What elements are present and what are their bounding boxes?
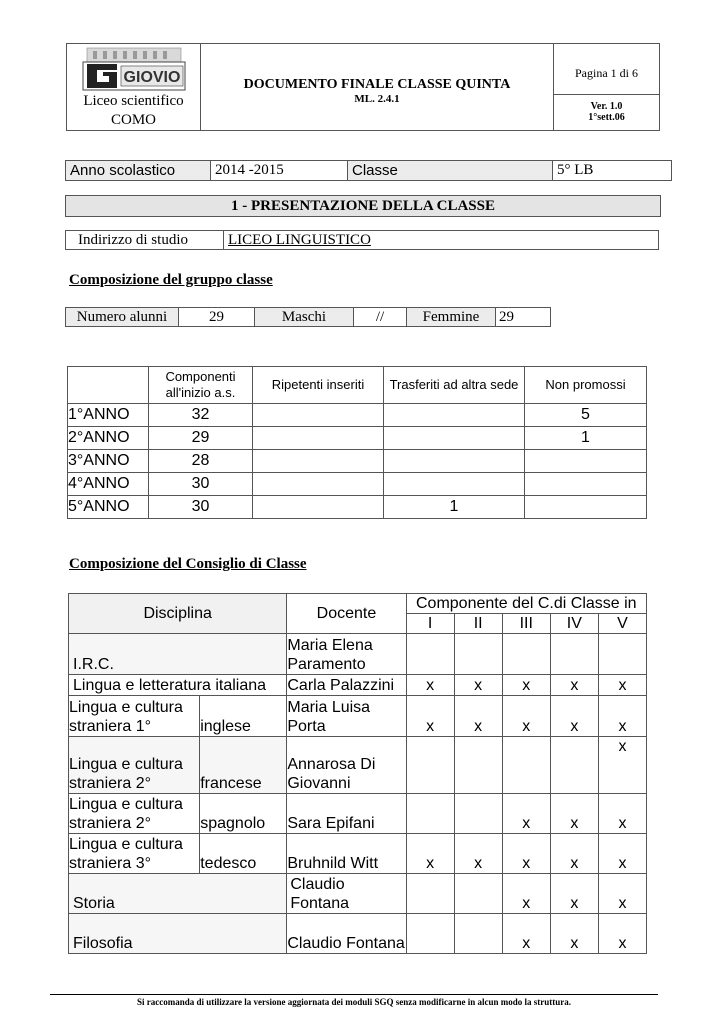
mark-cell	[550, 737, 598, 794]
consiglio-header-row	[69, 594, 647, 614]
disciplina-cell: Storia	[69, 874, 287, 914]
componente-header: Componente del C.di Classe in	[406, 594, 646, 614]
mark-cell: x	[502, 794, 550, 834]
mark-cell: x	[550, 675, 598, 696]
anni-header-row	[68, 367, 647, 404]
document-title: DOCUMENTO FINALE CLASSE QUINTA	[243, 77, 511, 92]
lingua-cell: francese	[200, 737, 287, 794]
alunni-label: Numero alunni	[66, 308, 179, 327]
nonpromossi-cell: 1	[525, 427, 647, 450]
componenti-cell: 32	[149, 404, 253, 427]
componenti-cell: 28	[149, 450, 253, 473]
version-cell	[554, 44, 660, 131]
docente-cell: Maria Elena Paramento	[287, 634, 406, 675]
nonpromossi-cell: 5	[525, 404, 647, 427]
anni-header: Ripetenti inseriti	[253, 367, 384, 404]
mark-cell: x	[406, 834, 454, 874]
anno-cell: 3°ANNO	[68, 450, 149, 473]
anno-value: 2014 -2015	[211, 161, 348, 181]
table-row	[69, 696, 647, 737]
componenti-cell: 30	[149, 473, 253, 496]
lingua-cell: spagnolo	[200, 794, 287, 834]
docente-cell: Sara Epifani	[287, 794, 406, 834]
disciplina-cell: Lingua e cultura straniera 3°	[69, 834, 200, 874]
mark-cell	[454, 634, 502, 675]
school-name: Liceo scientifico	[83, 93, 184, 109]
school-logo-icon	[79, 46, 189, 92]
year-header: III	[502, 614, 550, 634]
docente-cell: Bruhnild Witt	[287, 834, 406, 874]
anni-table	[67, 366, 647, 519]
trasferiti-cell	[384, 473, 525, 496]
anni-header	[68, 367, 149, 404]
table-row	[69, 914, 647, 954]
anno-cell: 1°ANNO	[68, 404, 149, 427]
anno-cell: 5°ANNO	[68, 496, 149, 519]
anno-label: Anno scolastico	[66, 161, 211, 181]
trasferiti-cell	[384, 450, 525, 473]
mark-cell: x	[598, 696, 646, 737]
classe-label: Classe	[348, 161, 553, 181]
mark-cell: x	[406, 675, 454, 696]
mark-cell: x	[406, 696, 454, 737]
mark-cell	[502, 634, 550, 675]
mark-cell: x	[550, 874, 598, 914]
mark-cell	[502, 737, 550, 794]
docente-cell: Claudio Fontana	[287, 874, 406, 914]
table-row	[68, 450, 647, 473]
mark-cell	[406, 794, 454, 834]
nonpromossi-cell	[525, 496, 647, 519]
docente-cell: Annarosa Di Giovanni	[287, 737, 406, 794]
mark-cell	[454, 914, 502, 954]
logo-cell	[67, 44, 201, 131]
table-row	[68, 496, 647, 519]
year-header: V	[598, 614, 646, 634]
svg-text:GIOVIO: GIOVIO	[123, 69, 180, 86]
mark-cell	[454, 737, 502, 794]
mark-cell: x	[502, 696, 550, 737]
anno-row	[65, 160, 672, 181]
anni-header: Componenti all'inizio a.s.	[149, 367, 253, 404]
anno-cell: 4°ANNO	[68, 473, 149, 496]
lingua-cell: tedesco	[200, 834, 287, 874]
indirizzo-row	[65, 230, 659, 250]
footer-divider	[50, 994, 658, 995]
mark-cell: x	[502, 834, 550, 874]
consiglio-table	[68, 593, 647, 954]
ripetenti-cell	[253, 496, 384, 519]
mark-cell	[406, 737, 454, 794]
anno-cell: 2°ANNO	[68, 427, 149, 450]
trasferiti-cell: 1	[384, 496, 525, 519]
mark-cell: x	[454, 675, 502, 696]
gruppo-title: Composizione del gruppo classe	[69, 272, 273, 288]
year-header: IV	[550, 614, 598, 634]
mark-cell	[454, 874, 502, 914]
school-city: COMO	[110, 112, 156, 128]
table-row	[69, 634, 647, 675]
componenti-cell: 29	[149, 427, 253, 450]
maschi-value: //	[354, 308, 407, 327]
ripetenti-cell	[253, 473, 384, 496]
mark-cell	[550, 634, 598, 675]
title-cell	[201, 44, 554, 131]
table-row	[69, 737, 647, 794]
disciplina-cell: Lingua e cultura straniera 1°	[69, 696, 200, 737]
disciplina-header: Disciplina	[69, 594, 287, 634]
mark-cell: x	[502, 914, 550, 954]
version-label: Ver. 1.0	[590, 100, 623, 112]
table-row	[69, 834, 647, 874]
docente-cell: Carla Palazzini	[287, 675, 406, 696]
femmine-label: Femmine	[407, 308, 496, 327]
docente-cell: Claudio Fontana	[287, 914, 406, 954]
numero-row	[65, 307, 551, 327]
mark-cell	[454, 794, 502, 834]
ripetenti-cell	[253, 404, 384, 427]
disciplina-cell: Lingua e letteratura italiana	[69, 675, 287, 696]
mark-cell: x	[598, 834, 646, 874]
document-header	[66, 43, 660, 131]
disciplina-cell: I.R.C.	[69, 634, 287, 675]
disciplina-cell: Lingua e cultura straniera 2°	[69, 737, 200, 794]
table-row	[68, 404, 647, 427]
consiglio-title: Composizione del Consiglio di Classe	[69, 556, 307, 572]
mark-cell: x	[598, 737, 646, 794]
docente-header: Docente	[287, 594, 406, 634]
anni-header: Non promossi	[525, 367, 647, 404]
docente-cell: Maria Luisa Porta	[287, 696, 406, 737]
ripetenti-cell	[253, 450, 384, 473]
indirizzo-value: LICEO LINGUISTICO	[224, 231, 659, 250]
mark-cell: x	[598, 675, 646, 696]
nonpromossi-cell	[525, 473, 647, 496]
section-title: 1 - PRESENTAZIONE DELLA CLASSE	[65, 195, 661, 217]
trasferiti-cell	[384, 427, 525, 450]
footer-note: Si raccomanda di utilizzare la versione aggiornata dei moduli SGQ senza modificarne in alcun modo la struttura.	[136, 997, 572, 1007]
maschi-label: Maschi	[255, 308, 354, 327]
mark-cell: x	[550, 696, 598, 737]
femmine-value: 29	[496, 308, 551, 327]
anni-header: Trasferiti ad altra sede	[384, 367, 525, 404]
mark-cell: x	[550, 914, 598, 954]
mark-cell: x	[550, 794, 598, 834]
mark-cell	[406, 634, 454, 675]
mark-cell: x	[454, 696, 502, 737]
lingua-cell: inglese	[200, 696, 287, 737]
mark-cell: x	[598, 794, 646, 834]
mark-cell: x	[454, 834, 502, 874]
alunni-value: 29	[179, 308, 255, 327]
mark-cell	[406, 874, 454, 914]
table-row	[68, 427, 647, 450]
indirizzo-label: Indirizzo di studio	[66, 231, 224, 250]
componenti-cell: 30	[149, 496, 253, 519]
mark-cell: x	[502, 675, 550, 696]
trasferiti-cell	[384, 404, 525, 427]
document-code: ML. 2.4.1	[354, 93, 400, 105]
table-row	[69, 874, 647, 914]
disciplina-cell: Filosofia	[69, 914, 287, 954]
year-header: II	[454, 614, 502, 634]
mark-cell: x	[502, 874, 550, 914]
mark-cell: x	[550, 834, 598, 874]
version-date: 1°sett.06	[588, 111, 625, 123]
disciplina-cell: Lingua e cultura straniera 2°	[69, 794, 200, 834]
table-row	[68, 473, 647, 496]
table-row	[69, 675, 647, 696]
classe-value: 5° LB	[553, 161, 672, 181]
nonpromossi-cell	[525, 450, 647, 473]
mark-cell: x	[598, 914, 646, 954]
mark-cell	[406, 914, 454, 954]
year-header: I	[406, 614, 454, 634]
page-number: Pagina 1 di 6	[554, 52, 659, 95]
ripetenti-cell	[253, 427, 384, 450]
table-row	[69, 794, 647, 834]
mark-cell	[598, 634, 646, 675]
mark-cell: x	[598, 874, 646, 914]
